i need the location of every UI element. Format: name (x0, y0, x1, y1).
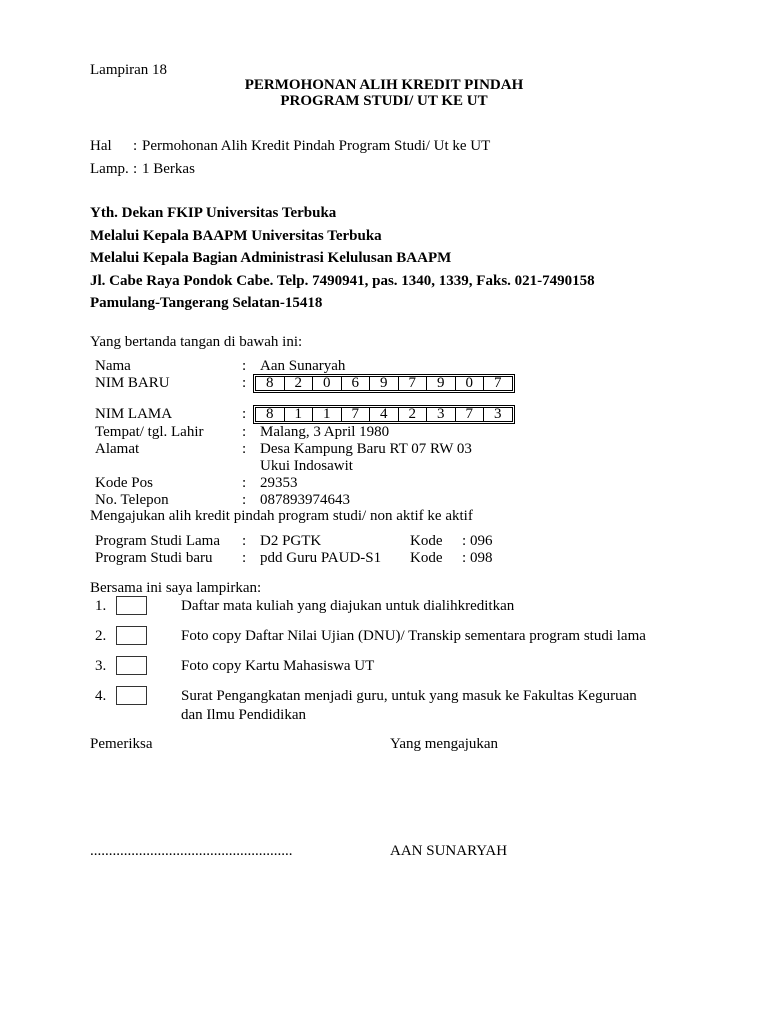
attachment-checkbox (116, 686, 147, 705)
prodi-lama-code-label: Kode (410, 533, 443, 549)
request-statement: Mengajukan alih kredit pindah program studi/ non aktif ke aktif (90, 508, 473, 524)
nim-baru-boxes (253, 374, 515, 393)
attachment-checkbox (116, 596, 147, 615)
birth-label: Tempat/ tgl. Lahir (95, 424, 204, 440)
nim-baru-digit: 0 (455, 376, 485, 391)
recipient-line-3: Melalui Kepala Bagian Administrasi Kelulusan BAAPM (90, 250, 452, 266)
address-value-line-2: Ukui Indosawit (260, 458, 353, 474)
recipient-address-line: Jl. Cabe Raya Pondok Cabe. Telp. 7490941, pas. 1340, 1339, Faks. 021-7490158 (90, 273, 595, 289)
prodi-baru-code-colon: : (462, 550, 467, 566)
attachment-number: 1. (95, 598, 107, 614)
nim-baru-label: NIM BARU (95, 375, 170, 391)
attachment-checkbox (116, 626, 147, 645)
attachment-checkbox (116, 656, 147, 675)
nim-lama-digit: 3 (426, 407, 456, 422)
prodi-baru-code-label: Kode (410, 550, 443, 566)
enclosure-value: 1 Berkas (142, 161, 195, 177)
attachment-number: 2. (95, 628, 107, 644)
postal-code-colon: : (242, 475, 247, 491)
form-title-line-2: PROGRAM STUDI/ UT KE UT (280, 93, 488, 109)
prodi-baru-colon: : (242, 550, 247, 566)
address-label: Alamat (95, 441, 140, 457)
phone-value: 087893974643 (260, 492, 350, 508)
nim-baru-digit: 6 (341, 376, 371, 391)
recipient-city-line: Pamulang-Tangerang Selatan-15418 (90, 295, 323, 311)
prodi-lama-code-colon: : (462, 533, 467, 549)
attachment-text: Daftar mata kuliah yang diajukan untuk dialihkreditkan (181, 598, 515, 614)
subject-colon: : (133, 138, 138, 154)
attachment-number-label: Lampiran 18 (90, 62, 168, 78)
phone-label: No. Telepon (95, 492, 169, 508)
nim-baru-digit: 9 (369, 376, 399, 391)
nim-lama-label: NIM LAMA (95, 406, 173, 422)
attachment-number: 3. (95, 658, 107, 674)
nim-baru-digit: 0 (312, 376, 342, 391)
subject-label: Hal (90, 138, 112, 154)
address-value-line-1: Desa Kampung Baru RT 07 RW 03 (260, 441, 472, 457)
nim-lama-colon: : (242, 406, 247, 422)
prodi-baru-code-value: 098 (470, 550, 493, 566)
applicant-name: AAN SUNARYAH (390, 843, 508, 859)
nim-lama-digit: 3 (483, 407, 513, 422)
birth-value: Malang, 3 April 1980 (260, 424, 390, 440)
nama-colon: : (242, 358, 247, 374)
nim-lama-digit: 2 (398, 407, 428, 422)
nama-value: Aan Sunaryah (260, 358, 346, 374)
address-colon: : (242, 441, 247, 457)
nama-label: Nama (95, 358, 131, 374)
prodi-lama-colon: : (242, 533, 247, 549)
attachment-text: Foto copy Kartu Mahasiswa UT (181, 658, 375, 674)
examiner-label: Pemeriksa (90, 736, 153, 752)
form-title-line-1: PERMOHONAN ALIH KREDIT PINDAH (244, 77, 524, 93)
prodi-lama-value: D2 PGTK (260, 533, 322, 549)
recipient-line-1: Yth. Dekan FKIP Universitas Terbuka (90, 205, 337, 221)
postal-code-value: 29353 (260, 475, 298, 491)
applicant-intro: Yang bertanda tangan di bawah ini: (90, 334, 303, 350)
applicant-signature-label: Yang mengajukan (390, 736, 499, 752)
attachment-text-continued: dan Ilmu Pendidikan (181, 707, 306, 723)
attachment-number: 4. (95, 688, 107, 704)
subject-value: Permohonan Alih Kredit Pindah Program Studi/ Ut ke UT (142, 138, 491, 154)
phone-colon: : (242, 492, 247, 508)
prodi-baru-label: Program Studi baru (95, 550, 213, 566)
prodi-baru-value: pdd Guru PAUD-S1 (260, 550, 382, 566)
nim-lama-digit: 4 (369, 407, 399, 422)
nim-lama-digit: 8 (255, 407, 285, 422)
nim-lama-boxes (253, 405, 515, 424)
enclosure-colon: : (133, 161, 138, 177)
attachment-text: Surat Pengangkatan menjadi guru, untuk yang masuk ke Fakultas Keguruan (181, 688, 637, 704)
prodi-lama-code-value: 096 (470, 533, 493, 549)
nim-lama-digit: 7 (341, 407, 371, 422)
nim-lama-digit: 7 (455, 407, 485, 422)
attachment-text: Foto copy Daftar Nilai Ujian (DNU)/ Transkip sementara program studi lama (181, 628, 646, 644)
nim-lama-digit: 1 (312, 407, 342, 422)
birth-colon: : (242, 424, 247, 440)
examiner-name-line: ...................................................... (90, 843, 293, 859)
prodi-lama-label: Program Studi Lama (95, 533, 220, 549)
nim-lama-digit: 1 (284, 407, 314, 422)
postal-code-label: Kode Pos (95, 475, 153, 491)
nim-baru-digit: 9 (426, 376, 456, 391)
attachments-intro: Bersama ini saya lampirkan: (90, 580, 262, 596)
nim-baru-digit: 7 (483, 376, 513, 391)
nim-baru-digit: 7 (398, 376, 428, 391)
enclosure-label: Lamp. (90, 161, 129, 177)
recipient-line-2: Melalui Kepala BAAPM Universitas Terbuka (90, 228, 382, 244)
nim-baru-digit: 8 (255, 376, 285, 391)
nim-baru-digit: 2 (284, 376, 314, 391)
nim-baru-colon: : (242, 375, 247, 391)
